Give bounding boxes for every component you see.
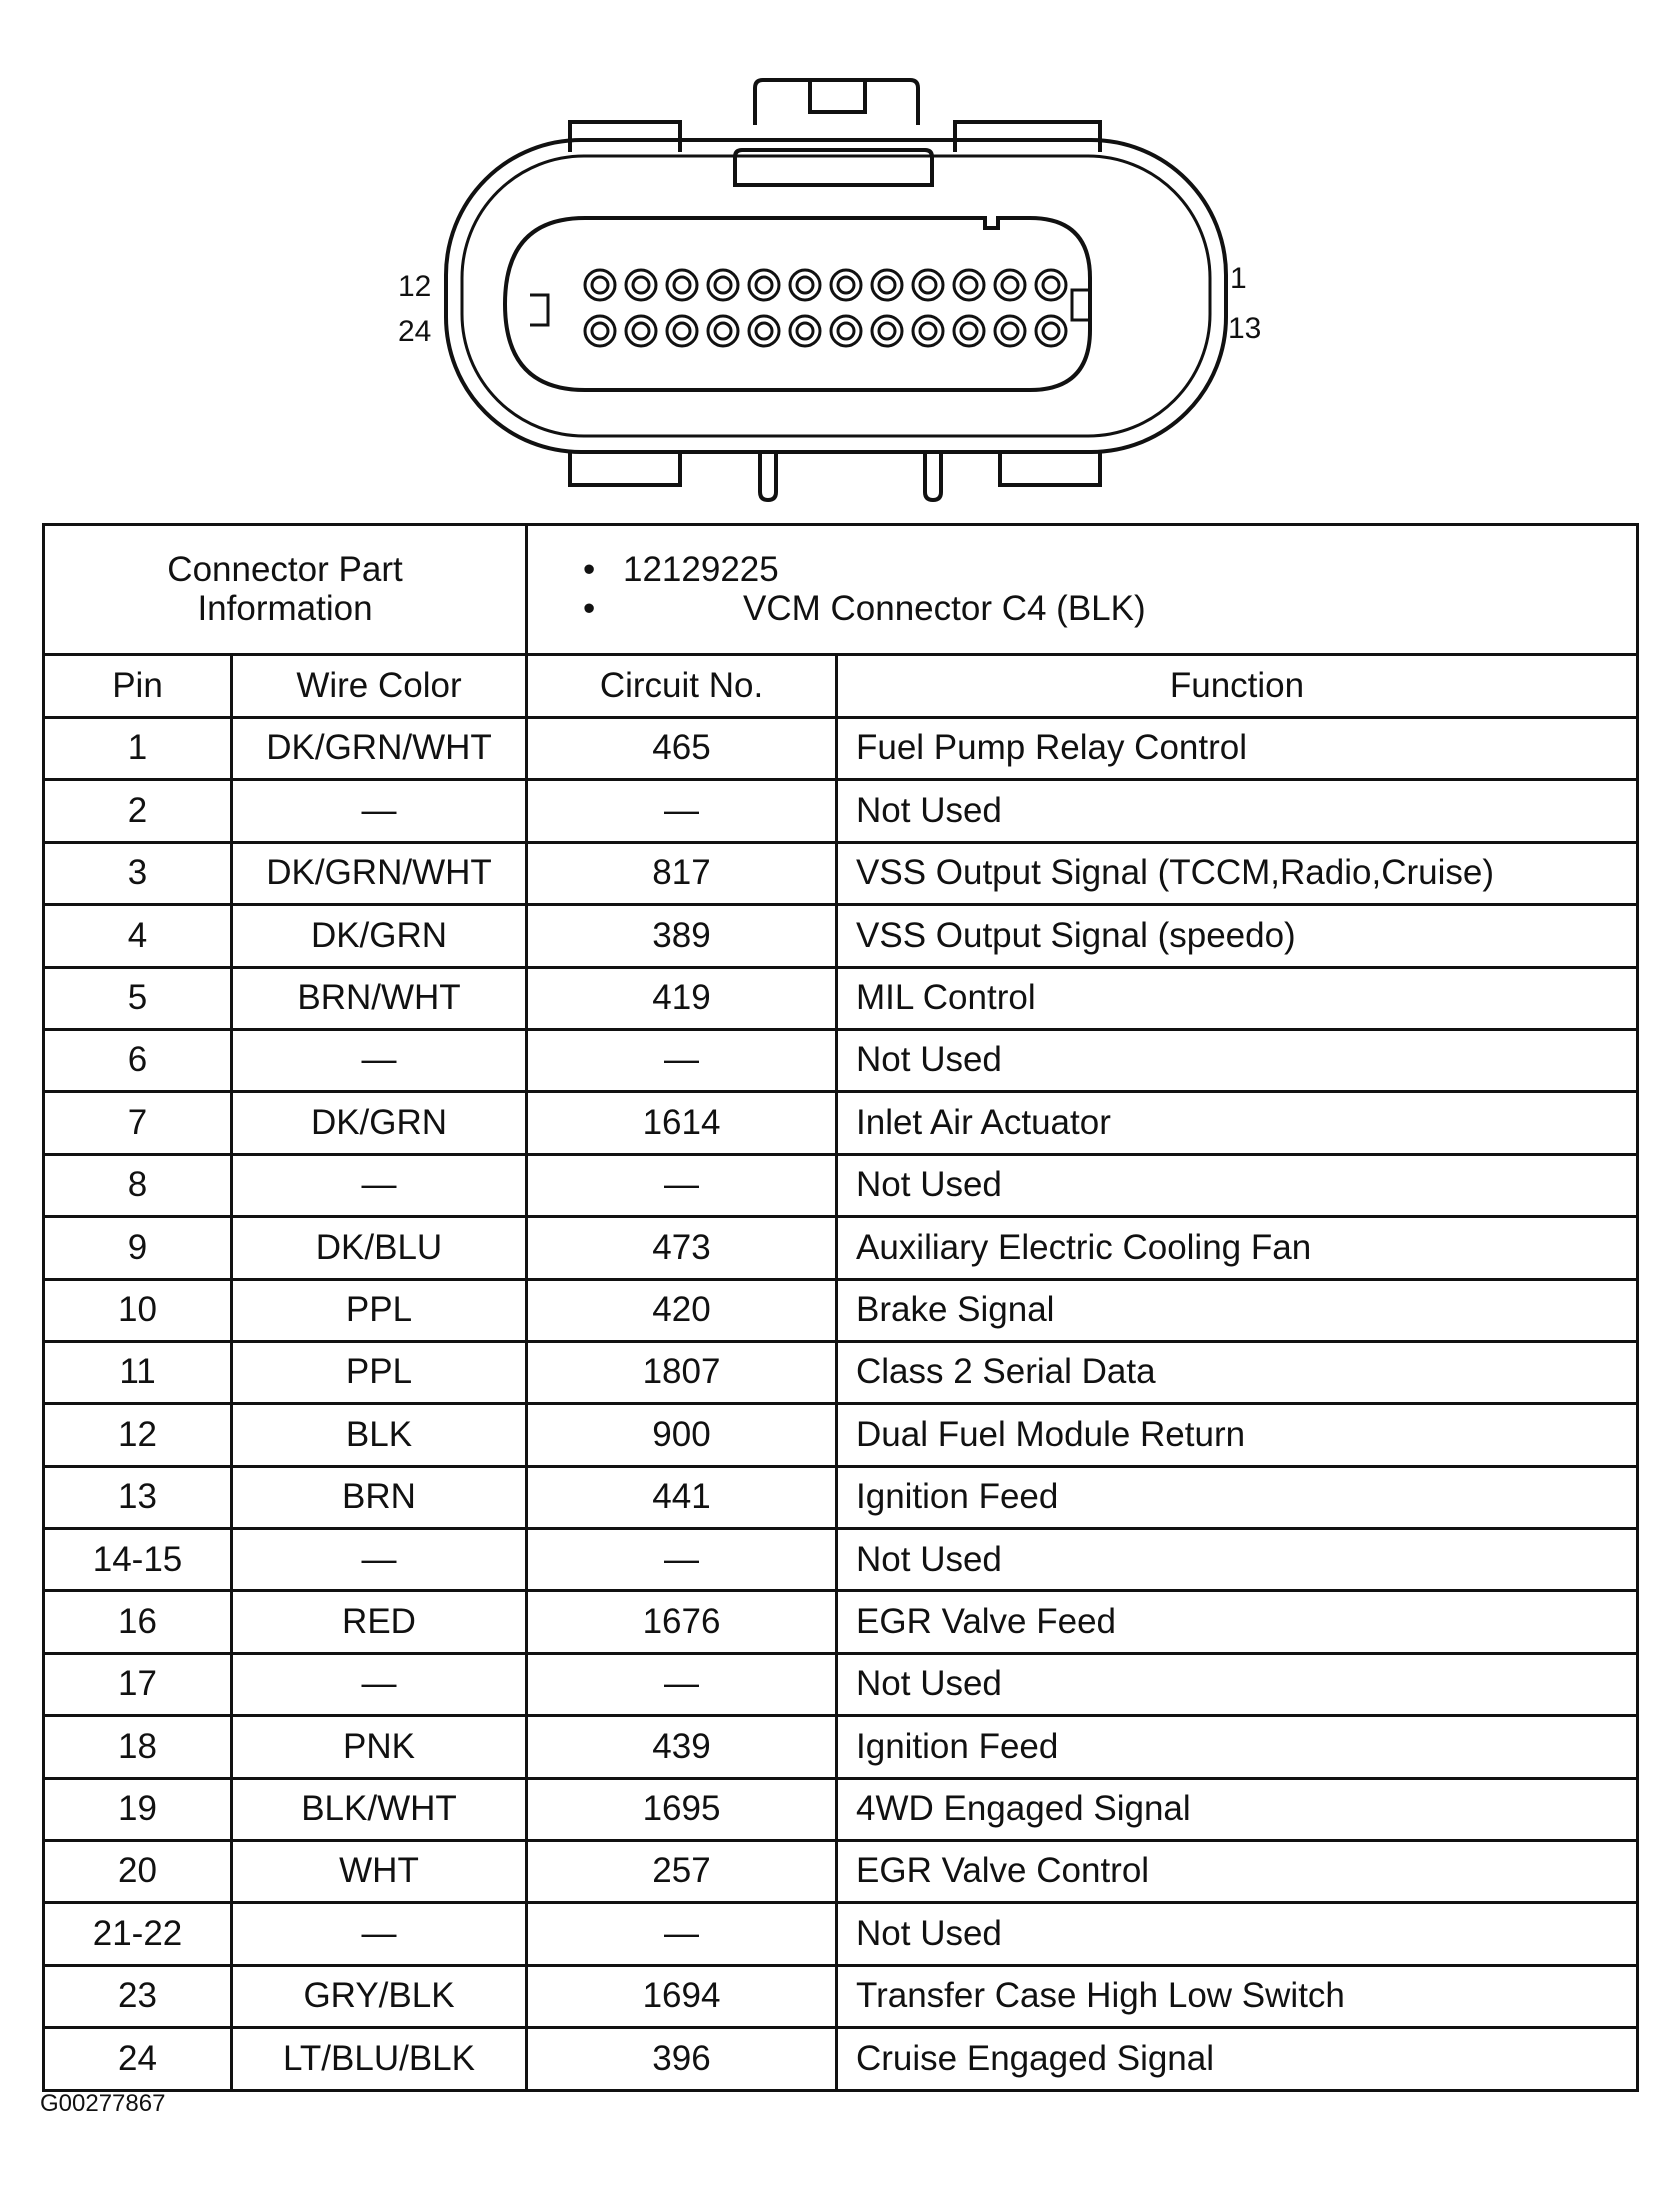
connector-pin-cavity-hole [954, 270, 984, 300]
table-row [44, 1341, 1638, 1403]
table-row [44, 718, 1638, 780]
pin-cell: 6 [44, 1029, 232, 1091]
pin-cell: 18 [44, 1716, 232, 1778]
table-row [44, 1653, 1638, 1715]
pin-cell: 8 [44, 1154, 232, 1216]
wire-color-cell: BRN/WHT [232, 967, 527, 1029]
circuit-cell: 441 [527, 1466, 837, 1528]
circuit-cell: — [527, 1029, 837, 1091]
pin-cell: 14-15 [44, 1529, 232, 1591]
connector-pin-cavity-hole [585, 316, 615, 346]
connector-pin-cavity-hole [831, 316, 861, 346]
connector-pin-cavity-hole [626, 316, 656, 346]
connector-bottom-key-right [925, 452, 941, 500]
table-row [44, 780, 1638, 842]
pin-cell: 24 [44, 2028, 232, 2090]
pin-cell: 11 [44, 1341, 232, 1403]
pin-cell: 10 [44, 1279, 232, 1341]
part-info-item: • 12129225 [583, 550, 779, 589]
function-cell: Fuel Pump Relay Control [837, 718, 1638, 780]
table-row [44, 905, 1638, 967]
table-row [44, 1716, 1638, 1778]
table-row [44, 1778, 1638, 1840]
connector-cavity-key-left [530, 295, 548, 325]
function-cell: 4WD Engaged Signal [837, 1778, 1638, 1840]
table-row [44, 1841, 1638, 1903]
circuit-cell: 420 [527, 1279, 837, 1341]
connector-pin-cavity-hole [954, 316, 984, 346]
connector-pin-cavity-hole [872, 316, 902, 346]
pin-cell: 16 [44, 1591, 232, 1653]
connector-top-latch [755, 80, 918, 125]
circuit-cell: 419 [527, 967, 837, 1029]
table-row [44, 1404, 1638, 1466]
connector-pin-cavity-hole [667, 270, 697, 300]
connector-pin-cavity-hole [1036, 316, 1066, 346]
connector-pin-cavity-hole [708, 316, 738, 346]
wire-color-cell: DK/GRN/WHT [232, 718, 527, 780]
table-row [44, 1466, 1638, 1528]
wire-color-cell: DK/GRN [232, 1092, 527, 1154]
part-info-item: • VCM Connector C4 (BLK) [583, 588, 1146, 628]
connector-bottom-left-ear [570, 452, 680, 485]
pin-label-12: 12 [398, 270, 432, 303]
function-cell: Transfer Case High Low Switch [837, 1965, 1638, 2027]
table-row [44, 1529, 1638, 1591]
pin-cell: 21-22 [44, 1903, 232, 1965]
function-cell: EGR Valve Feed [837, 1591, 1638, 1653]
pin-cell: 4 [44, 905, 232, 967]
wire-color-cell: BLK/WHT [232, 1778, 527, 1840]
table-row [44, 1029, 1638, 1091]
wire-color-cell: — [232, 1529, 527, 1591]
function-cell: Auxiliary Electric Cooling Fan [837, 1217, 1638, 1279]
function-cell: VSS Output Signal (TCCM,Radio,Cruise) [837, 842, 1638, 904]
function-cell: Ignition Feed [837, 1716, 1638, 1778]
connector-pin-cavity-hole [872, 270, 902, 300]
pin-cell: 20 [44, 1841, 232, 1903]
pin-label-1: 1 [1230, 262, 1247, 295]
table-header-row [44, 655, 1638, 718]
pin-table [42, 523, 1639, 2092]
pin-cell: 23 [44, 1965, 232, 2027]
pin-cell: 3 [44, 842, 232, 904]
function-cell: Not Used [837, 1653, 1638, 1715]
table-row [44, 1154, 1638, 1216]
connector-diagram [0, 0, 1676, 515]
connector-pin-cavity-hole [667, 316, 697, 346]
pin-cell: 7 [44, 1092, 232, 1154]
connector-pin-cavity-hole [749, 316, 779, 346]
pin-cell: 19 [44, 1778, 232, 1840]
circuit-cell: 439 [527, 1716, 837, 1778]
table-row [44, 967, 1638, 1029]
circuit-cell: 1695 [527, 1778, 837, 1840]
function-cell: MIL Control [837, 967, 1638, 1029]
table-row [44, 1965, 1638, 2027]
circuit-cell: 465 [527, 718, 837, 780]
part-info-label: Connector Part Information [167, 550, 403, 628]
function-cell: Class 2 Serial Data [837, 1341, 1638, 1403]
connector-pin-cavity-hole [995, 270, 1025, 300]
function-cell: Inlet Air Actuator [837, 1092, 1638, 1154]
connector-pin-cavity-hole [790, 270, 820, 300]
circuit-cell: 1694 [527, 1965, 837, 2027]
table-row [44, 1092, 1638, 1154]
wire-color-cell: PNK [232, 1716, 527, 1778]
function-cell: Brake Signal [837, 1279, 1638, 1341]
wire-color-cell: DK/BLU [232, 1217, 527, 1279]
header-wire-color: Wire Color [232, 655, 527, 718]
circuit-cell: 900 [527, 1404, 837, 1466]
connector-pin-cavity-hole [913, 316, 943, 346]
connector-pin-cavity-hole [708, 270, 738, 300]
function-cell: Not Used [837, 780, 1638, 842]
header-circuit: Circuit No. [527, 655, 837, 718]
circuit-cell: 1676 [527, 1591, 837, 1653]
connector-top-right-ear [955, 122, 1100, 152]
function-cell: EGR Valve Control [837, 1841, 1638, 1903]
connector-pin-cavity-hole [585, 270, 615, 300]
function-cell: Not Used [837, 1529, 1638, 1591]
table-row [44, 2028, 1638, 2090]
circuit-cell: — [527, 1653, 837, 1715]
table-row [44, 842, 1638, 904]
function-cell: Dual Fuel Module Return [837, 1404, 1638, 1466]
connector-pin-cavity-hole [831, 270, 861, 300]
wire-color-cell: LT/BLU/BLK [232, 2028, 527, 2090]
connector-latch-tab [810, 80, 865, 112]
part-info-label-cell [44, 525, 527, 655]
connector-bottom-key-left [760, 452, 776, 500]
wire-color-cell: — [232, 1154, 527, 1216]
wire-color-cell: DK/GRN/WHT [232, 842, 527, 904]
connector-pin-cavity-hole [1036, 270, 1066, 300]
header-function: Function [837, 655, 1638, 718]
circuit-cell: 389 [527, 905, 837, 967]
wire-color-cell: BRN [232, 1466, 527, 1528]
pin-cell: 1 [44, 718, 232, 780]
wire-color-cell: GRY/BLK [232, 1965, 527, 2027]
connector-pin-cavity-hole [790, 316, 820, 346]
wire-color-cell: DK/GRN [232, 905, 527, 967]
circuit-cell: 1614 [527, 1092, 837, 1154]
function-cell: Cruise Engaged Signal [837, 2028, 1638, 2090]
pin-label-13: 13 [1228, 312, 1262, 345]
circuit-cell: 1807 [527, 1341, 837, 1403]
circuit-cell: — [527, 1903, 837, 1965]
connector-bottom-right-ear [1000, 452, 1100, 485]
wire-color-cell: RED [232, 1591, 527, 1653]
connector-pin-cavity-hole [995, 316, 1025, 346]
pin-cell: 17 [44, 1653, 232, 1715]
wire-color-cell: PPL [232, 1341, 527, 1403]
wire-color-cell: — [232, 1029, 527, 1091]
table-row [44, 1591, 1638, 1653]
header-pin: Pin [44, 655, 232, 718]
wire-color-cell: — [232, 780, 527, 842]
pin-cell: 9 [44, 1217, 232, 1279]
wire-color-cell: PPL [232, 1279, 527, 1341]
circuit-cell: 257 [527, 1841, 837, 1903]
table-row [44, 1903, 1638, 1965]
circuit-cell: 473 [527, 1217, 837, 1279]
function-cell: Ignition Feed [837, 1466, 1638, 1528]
pin-label-24: 24 [398, 315, 432, 348]
wire-color-cell: BLK [232, 1404, 527, 1466]
wire-color-cell: WHT [232, 1841, 527, 1903]
circuit-cell: — [527, 780, 837, 842]
part-info-items [527, 525, 1638, 655]
circuit-cell: 817 [527, 842, 837, 904]
connector-pin-cavity-hole [626, 270, 656, 300]
pin-cell: 2 [44, 780, 232, 842]
connector-cavity-key-right [1072, 290, 1090, 320]
function-cell: Not Used [837, 1903, 1638, 1965]
function-cell: VSS Output Signal (speedo) [837, 905, 1638, 967]
pin-cell: 12 [44, 1404, 232, 1466]
connector-pin-cavity-hole [913, 270, 943, 300]
connector-pin-cavity [505, 218, 1090, 390]
connector-top-left-ear [570, 122, 680, 152]
circuit-cell: — [527, 1529, 837, 1591]
connector-pin-cavity-hole [749, 270, 779, 300]
pin-cell: 13 [44, 1466, 232, 1528]
pin-cell: 5 [44, 967, 232, 1029]
table-row [44, 1279, 1638, 1341]
wire-color-cell: — [232, 1903, 527, 1965]
function-cell: Not Used [837, 1029, 1638, 1091]
table-row [44, 1217, 1638, 1279]
circuit-cell: — [527, 1154, 837, 1216]
circuit-cell: 396 [527, 2028, 837, 2090]
part-info-row [44, 525, 1638, 655]
wire-color-cell: — [232, 1653, 527, 1715]
diagram-id: G00277867 [40, 2090, 166, 2117]
function-cell: Not Used [837, 1154, 1638, 1216]
